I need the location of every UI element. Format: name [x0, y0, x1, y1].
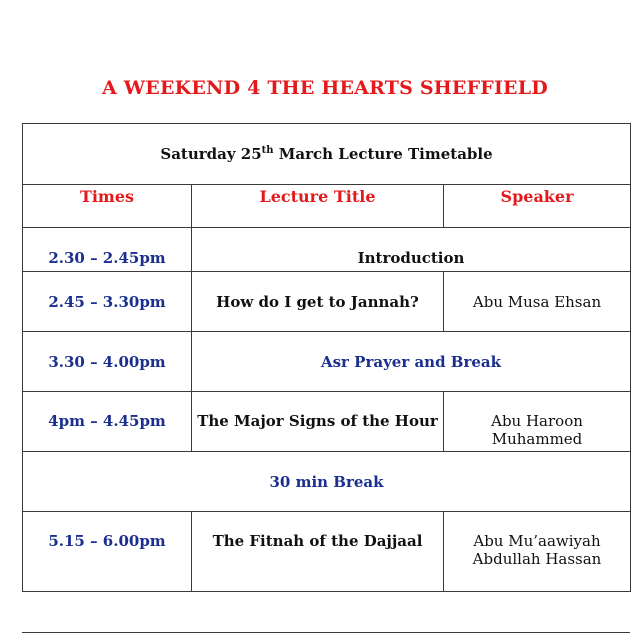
table-row — [23, 332, 631, 392]
table-row — [23, 512, 631, 592]
header-lecture-title: Lecture Title — [192, 185, 444, 228]
speaker-line: Abdullah Hassan — [472, 550, 602, 568]
row-title: How do I get to Jannah? — [192, 272, 444, 332]
table-row — [23, 392, 631, 452]
row-time: 2.45 – 3.30pm — [23, 272, 192, 332]
row-title: The Fitnah of the Dajjaal — [192, 512, 444, 592]
row-time: 2.30 – 2.45pm — [23, 228, 192, 272]
header-times: Times — [23, 185, 192, 228]
caption-date: Saturday 25 — [160, 145, 262, 163]
table-row — [23, 228, 631, 272]
row-title: 30 min Break — [23, 452, 631, 512]
row-time: 3.30 – 4.00pm — [23, 332, 192, 392]
table-row — [23, 452, 631, 512]
caption-ordinal: th — [261, 145, 274, 156]
caption-row — [23, 124, 631, 185]
timetable-caption — [23, 124, 631, 185]
lecture-timetable — [22, 123, 631, 592]
header-speaker: Speaker — [444, 185, 631, 228]
next-table-edge — [22, 632, 630, 633]
speaker-line: Muhammed — [491, 430, 583, 448]
row-time: 4pm – 4.45pm — [23, 392, 192, 452]
speaker-line: Abu Mu’aawiyah — [473, 532, 601, 550]
caption-suffix: March Lecture Timetable — [273, 145, 493, 163]
row-time: 5.15 – 6.00pm — [23, 512, 192, 592]
table-row — [23, 272, 631, 332]
row-speaker — [444, 392, 631, 452]
speaker-line: Abu Haroon — [491, 412, 583, 430]
row-title: The Major Signs of the Hour — [192, 392, 444, 452]
row-speaker: Abu Musa Ehsan — [444, 272, 631, 332]
header-row — [23, 185, 631, 228]
row-speaker — [444, 512, 631, 592]
page-title: A WEEKEND 4 THE HEARTS SHEFFIELD — [102, 77, 548, 99]
row-title: Introduction — [192, 228, 631, 272]
row-title: Asr Prayer and Break — [192, 332, 631, 392]
